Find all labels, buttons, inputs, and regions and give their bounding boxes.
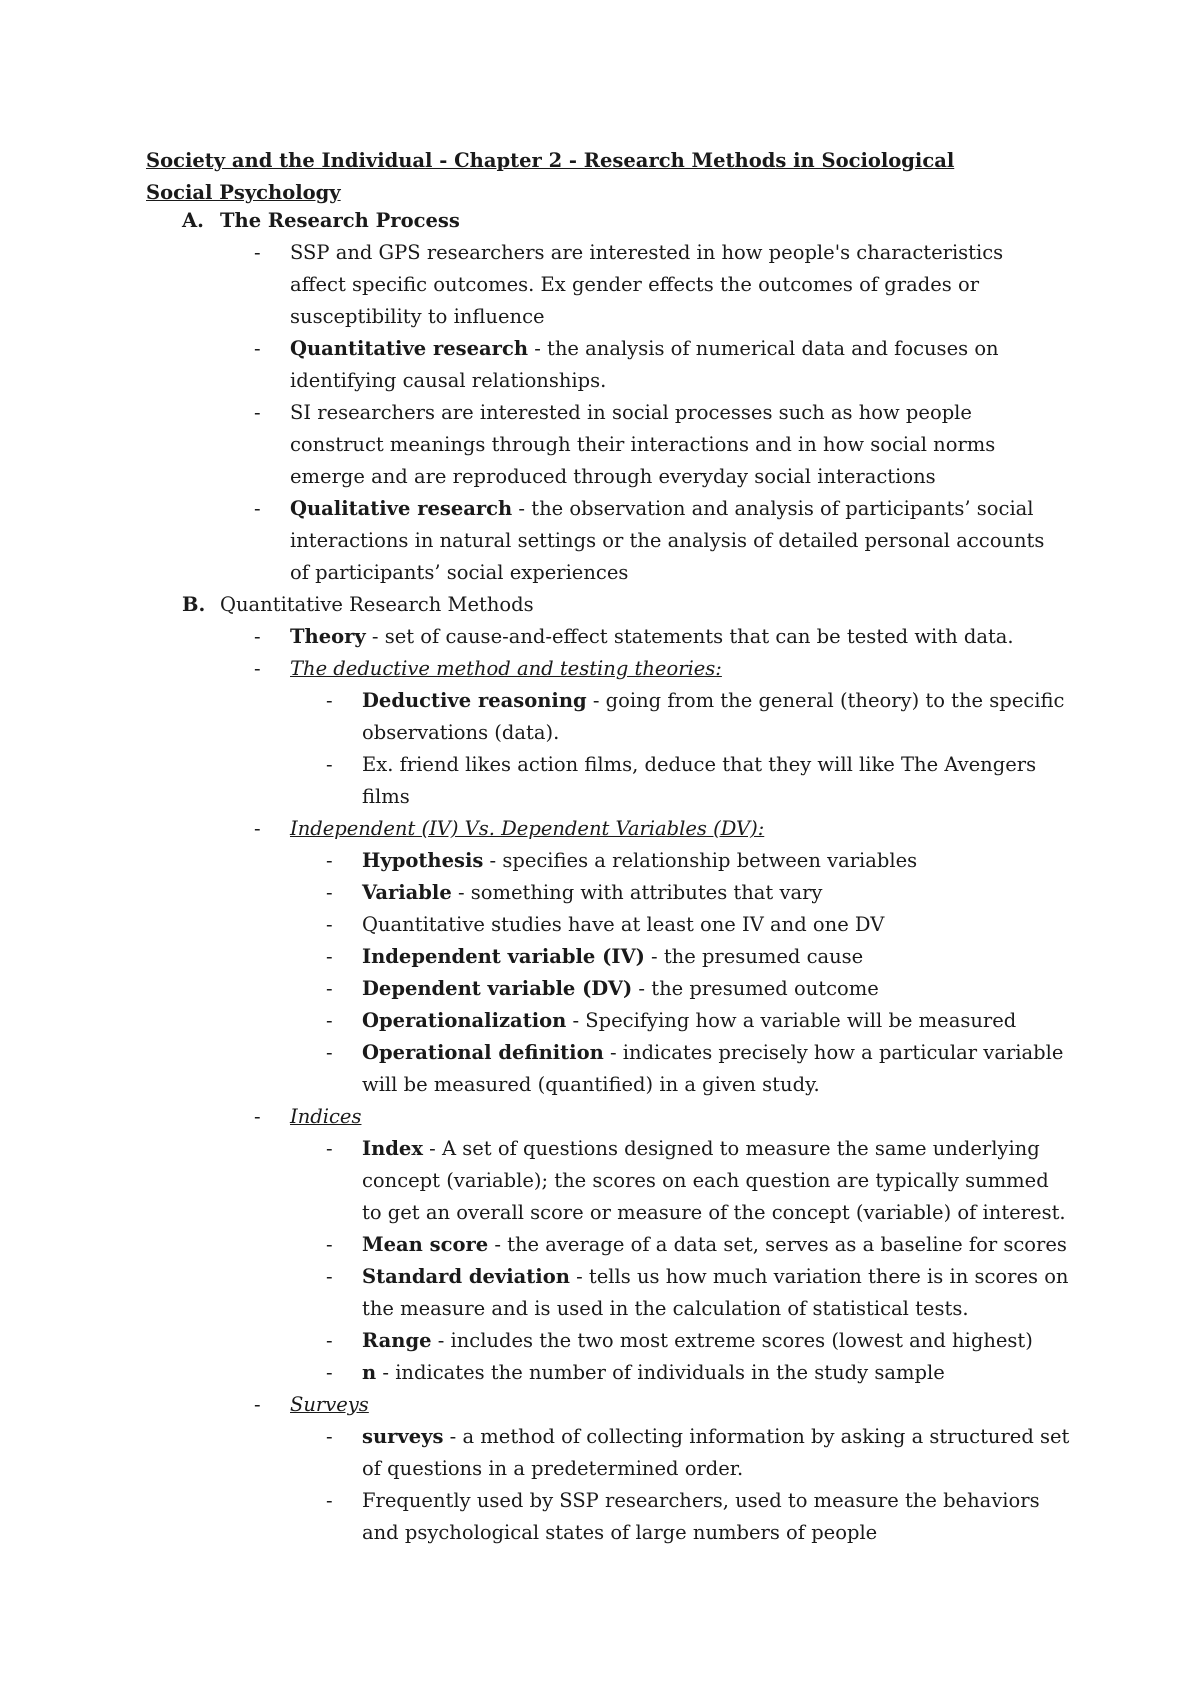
dash-bullet: - xyxy=(254,625,261,648)
item-term: Theory xyxy=(290,625,366,648)
section-label: The Research Process xyxy=(220,209,460,232)
subsection-title: Independent (IV) Vs. Dependent Variables (DV): xyxy=(290,817,765,840)
item-text: going from the general (theory) to the specific observations (data). xyxy=(362,689,1065,744)
section-letter: B. xyxy=(182,593,206,616)
item-text: specifies a relationship between variables xyxy=(502,849,918,872)
section-b-heading xyxy=(182,589,534,621)
dash-bullet: - xyxy=(326,1041,333,1064)
item-term: Dependent variable (DV) xyxy=(362,977,633,1000)
item-term: Hypothesis xyxy=(362,849,484,872)
dash-bullet: - xyxy=(326,945,333,968)
item-term: Qualitative research xyxy=(290,497,513,520)
dash-bullet: - xyxy=(326,689,333,712)
item-term: n xyxy=(362,1361,377,1384)
item-text: Quantitative studies have at least one IV and one DV xyxy=(362,913,885,936)
dash-bullet: - xyxy=(326,913,333,936)
item-term: Range xyxy=(362,1329,432,1352)
item-text: indicates precisely how a particular variable will be measured (quantified) in a given study. xyxy=(362,1041,1064,1096)
item-text: Ex. friend likes action films, deduce that they will like The Avengers films xyxy=(362,753,1037,808)
dash-bullet: - xyxy=(254,1105,261,1128)
dash-bullet: - xyxy=(326,1137,333,1160)
item-term: Mean score xyxy=(362,1233,489,1256)
item-text: the observation and analysis of participants’ social interactions in natural settings or the analysis of detailed personal accounts of participants’ social experiences xyxy=(290,497,1045,584)
dash-bullet: - xyxy=(254,401,261,424)
item-term: Standard deviation xyxy=(362,1265,570,1288)
item-text: SSP and GPS researchers are interested in how people's characteristics affect specific outcomes. Ex gender effects the outcomes of grades or susceptibility to influence xyxy=(290,241,1004,328)
item-text: Specifying how a variable will be measured xyxy=(585,1009,1017,1032)
item-term: Quantitative research xyxy=(290,337,528,360)
section-a-heading xyxy=(182,205,460,237)
item-text: A set of questions designed to measure the same underlying concept (variable); the scores on each question are typically summed to get an overall score or measure of the concept (variable) of interest. xyxy=(362,1137,1066,1224)
dash-bullet: - xyxy=(254,1393,261,1416)
dash-bullet: - xyxy=(254,337,261,360)
dash-bullet: - xyxy=(326,1009,333,1032)
item-text: the analysis of numerical data and focuses on identifying causal relationships. xyxy=(290,337,999,392)
dash-bullet: - xyxy=(326,1489,333,1512)
dash-bullet: - xyxy=(326,977,333,1000)
item-text: indicates the number of individuals in the study sample xyxy=(395,1361,945,1384)
dash-bullet: - xyxy=(326,753,333,776)
dash-bullet: - xyxy=(326,1265,333,1288)
item-term: Index xyxy=(362,1137,423,1160)
item-term: Operational definition xyxy=(362,1041,604,1064)
item-text: SI researchers are interested in social processes such as how people construct meanings through their interactions and in how social norms emerge and are reproduced through everyday social interactions xyxy=(290,401,996,488)
dash-bullet: - xyxy=(326,881,333,904)
item-term: Deductive reasoning xyxy=(362,689,587,712)
section-letter: A. xyxy=(182,209,204,232)
item-term: Operationalization xyxy=(362,1009,567,1032)
item-text: something with attributes that vary xyxy=(470,881,823,904)
item-term: surveys xyxy=(362,1425,444,1448)
dash-bullet: - xyxy=(254,657,261,680)
subsection-title: Indices xyxy=(290,1105,362,1128)
dash-bullet: - xyxy=(326,1361,333,1384)
item-text: includes the two most extreme scores (lowest and highest) xyxy=(450,1329,1033,1352)
subsection-title: The deductive method and testing theories: xyxy=(290,657,722,680)
dash-bullet: - xyxy=(254,817,261,840)
section-label: Quantitative Research Methods xyxy=(220,593,534,616)
dash-bullet: - xyxy=(326,1329,333,1352)
dash-bullet: - xyxy=(326,849,333,872)
item-text: the presumed outcome xyxy=(651,977,879,1000)
item-text: set of cause-and-effect statements that can be tested with data. xyxy=(384,625,1014,648)
item-term: Variable xyxy=(362,881,452,904)
document-title: Society and the Individual - Chapter 2 - Research Methods in Sociological Social Psychology xyxy=(146,149,955,204)
item-text: tells us how much variation there is in scores on the measure and is used in the calculation of statistical tests. xyxy=(362,1265,1069,1320)
item-text: Frequently used by SSP researchers, used to measure the behaviors and psychological states of large numbers of people xyxy=(362,1489,1040,1544)
item-term: Independent variable (IV) xyxy=(362,945,645,968)
document-page: Society and the Individual - Chapter 2 - Research Methods in Sociological Social Psychology A. The Research Process - SSP and GPS researchers are interested in how people's characteristics affect specific outcomes. Ex gender effects the outcomes of grades or susceptibility to influence - Quantitative research - the analysis of numerical data and focuses on identifying causal relationships. - SI researchers are interested in social processes such as how people construct meanings through their interactions and in how social norms emerge and are reproduced through everyday social interactions - Qualitative research - the observation and analysis of participants’ social interactions in natural settings or the analysis of detailed personal accounts of participants’ social experiences B. Quantitative Research Methods - Theory - set of cause-and-effect statements that can be tested with data. - The deductive method and testing theories: - Deductive reasoning - going from the general (theory) to the specific observations (data). - Ex. friend likes action films, deduce that they will like The Avengers films - Independent (IV) Vs. Dependent Variables (DV): - Hypothesis - specifies a relationship between variables - Variable - something with attributes that vary - Quantitative studies have at least one IV and one DV - Independent variable (IV) - the presumed cause - Dependent variable (DV) - the presumed outcome - Operationalization - Specifying how a variable will be measured - Operational definition - indicates precisely how a particular variable will be measured (quantified) in a given study. - Indices - Index - A set of questions designed to measure the same underlying concept (variable); the scores on each question are typically summed to get an overall score or measure of the concept (variable) of interest. - Mean score - the average of a data set, serves as a baseline for scores - Standard deviation - tells us how much variation there is in scores on the measure and is used in the calculation of statistical tests. - Range - includes the two most extreme scores (lowest and highest) - n - indicates the number of individuals in the study sample - Surveys - surveys - a method of collecting information by asking a structured set of questions in a predetermined order. - Frequently used by SSP researchers, used to measure the behaviors and psychological states of large numbers of people xyxy=(0,0,1200,1698)
subsection-title: Surveys xyxy=(290,1393,369,1416)
item-text: the presumed cause xyxy=(663,945,864,968)
item-text: a method of collecting information by asking a structured set of questions in a predetermined order. xyxy=(362,1425,1070,1480)
dash-bullet: - xyxy=(326,1233,333,1256)
dash-bullet: - xyxy=(254,497,261,520)
dash-bullet: - xyxy=(254,241,261,264)
item-text: the average of a data set, serves as a baseline for scores xyxy=(507,1233,1067,1256)
dash-bullet: - xyxy=(326,1425,333,1448)
